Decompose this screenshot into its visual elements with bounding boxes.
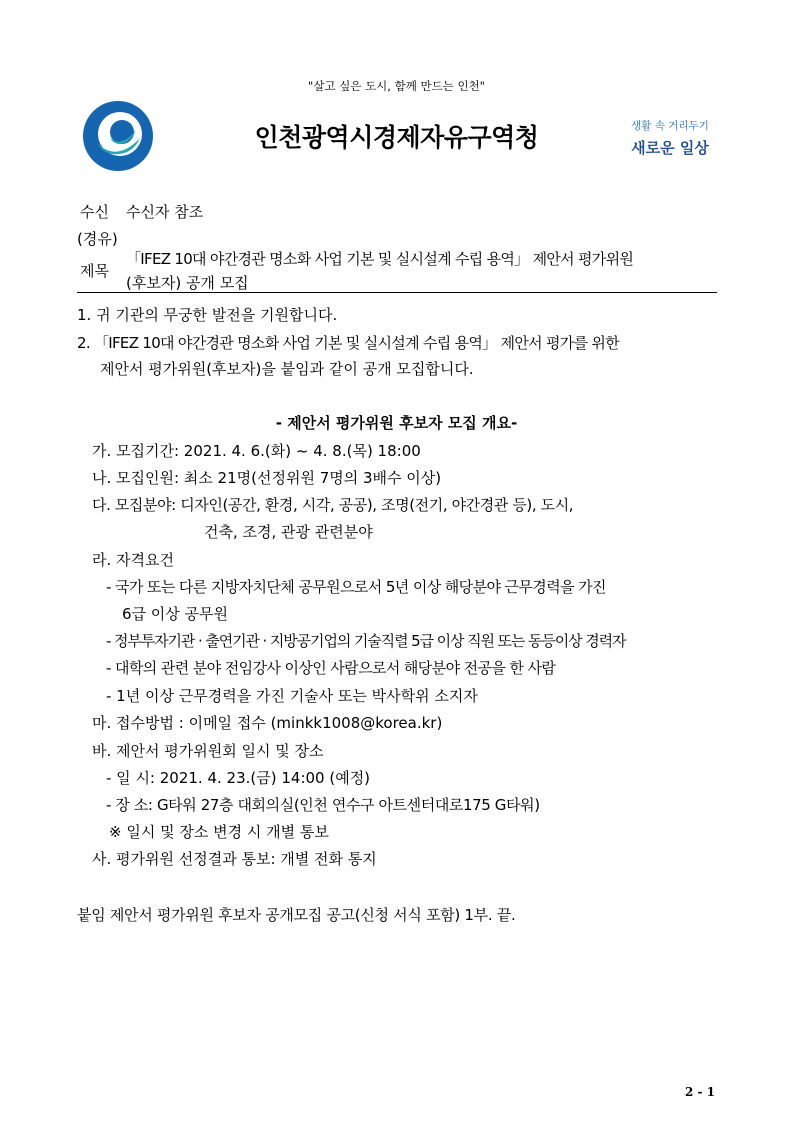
item-da-line-1: 다. 모집분야: 디자인(공간, 환경, 시각, 공공), 조명(전기, 야간경관 등), 도시, [92,496,574,514]
overview-title: - 제안서 평가위원 후보자 모집 개요- [275,414,518,432]
item-ra: 라. 자격요건 [92,551,174,569]
item-da-line-2: 건축, 조경, 관광 관련분야 [204,523,373,541]
subject-label: 제목 [80,262,109,280]
item-ba-2: - 장 소: G타워 27층 대회의실(인천 연수구 아트센터대로175 G타워) [106,796,540,814]
subject-line-1: 「IFEZ 10대 야간경관 명소화 사업 기본 및 실시설계 수립 용역」 제안서 평가위원 [126,250,634,268]
page-number: 2 - 1 [685,1085,716,1099]
campaign-small-text: 생활 속 거리두기 [631,120,709,132]
item-sa: 사. 평가위원 선정결과 통보: 개별 전화 통지 [92,850,377,868]
item-ba-note: ※ 일시 및 장소 변경 시 개별 통보 [109,823,329,841]
item-ra-4: - 1년 이상 근무경력을 가진 기술사 또는 박사학위 소지자 [106,687,478,705]
item-na: 나. 모집인원: 최소 21명(선정위원 7명의 3배수 이상) [92,469,442,487]
item-ra-3: - 대학의 관련 분야 전임강사 이상인 사람으로서 해당분야 전공을 한 사람 [106,659,556,677]
item-ra-1b: 6급 이상 공무원 [122,605,229,623]
campaign-badge [625,118,715,158]
item-ma: 마. 접수방법 : 이메일 접수 (minkk1008@korea.kr) [92,714,443,732]
slogan: "살고 싶은 도시, 함께 만드는 인천" [308,79,485,93]
recipient-value: 수신자 참조 [126,203,204,221]
paragraph-2-line-1: 2. 「IFEZ 10대 야간경관 명소화 사업 기본 및 실시설계 수립 용역」 제안서 평가를 위한 [77,334,620,352]
attachment-line: 붙임 제안서 평가위원 후보자 공개모집 공고(신청 서식 포함) 1부. 끝. [77,906,516,924]
item-ba-1: - 일 시: 2021. 4. 23.(금) 14:00 (예정) [106,769,371,787]
via-label: (경유) [77,230,118,248]
campaign-big-text: 새로운 일상 [631,139,709,157]
subject-line-2: (후보자) 공개 모집 [126,274,249,292]
organization-name: 인천광역시경제자유구역청 [254,123,539,152]
item-ba: 바. 제안서 평가위원회 일시 및 장소 [92,742,324,760]
paragraph-1: 1. 귀 기관의 무궁한 발전을 기원합니다. [77,306,338,324]
header-divider [77,292,717,293]
item-ra-2: - 정부투자기관 · 출연기관 · 지방공기업의 기술직렬 5급 이상 직원 또는 동등이상 경력자 [106,632,626,650]
recipient-label: 수신 [80,203,109,221]
item-ra-1a: - 국가 또는 다른 지방자치단체 공무원으로서 5년 이상 해당분야 근무경력을 가진 [106,578,606,596]
item-ga: 가. 모집기간: 2021. 4. 6.(화) ~ 4. 8.(목) 18:00 [92,442,421,460]
paragraph-2-line-2: 제안서 평가위원(후보자)을 붙임과 같이 공개 모집합니다. [100,360,474,378]
